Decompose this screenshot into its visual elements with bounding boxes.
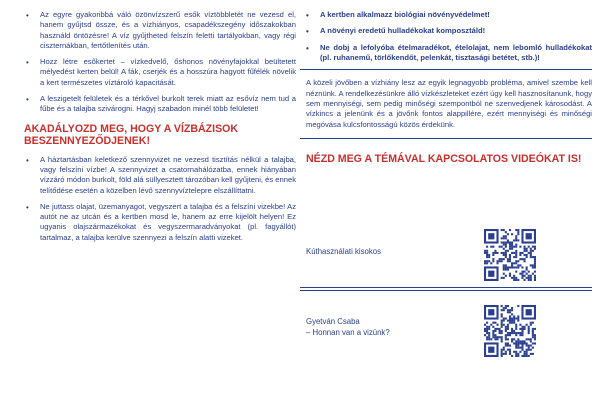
tip-text: Ne juttass olajat, üzemanyagot, vegyszert a talajba és a felszíni vizekbe! Az autót ne az utcán és a kertben mosd le, hanem az erre kijelölt helyen! Ez ugyanis olajszármazékokat és vegyszermaradványokat (pl. fagyállót) tartalmaz, a talajba kerülve szennyezi a felszín alatti vizeket. <box>40 201 296 242</box>
tip-text: A leszigetelt felületek és a térkővel burkolt terek miatt az esővíz nem tud a fűbe és a talajba szivárogni. Hagyj szabadon minél több felületet! <box>40 94 296 114</box>
bullet-icon: • <box>26 202 29 212</box>
tip-item <box>20 155 296 196</box>
intro-paragraph: A közeli jövőben a vízhiány lesz az egyik legnagyobb probléma, amivel szembe kell néznünk. A rendelkezésünkre álló vízkészleteket ezért úgy kell hasznosítanunk, hogy sem mennyiségi, sem pedig minőségi szempontból ne szenvedjenek károsodást. A vízkincs a jelenünk és a jövőnk fontos alappillére, ezért mennyiségi és minőségi megóvása kulcsfontosságú közös érdekünk. <box>306 78 592 129</box>
right-column <box>300 10 592 165</box>
qr-code-icon[interactable] <box>484 229 536 281</box>
video-link-2[interactable] <box>300 290 592 377</box>
video-title <box>306 317 390 338</box>
tip-text: A növényi eredetű hulladékokat komposztáld! <box>320 26 486 36</box>
tip-item <box>20 57 296 88</box>
tip-item <box>20 202 296 243</box>
tip-item <box>20 10 296 51</box>
tip-text: Ne dobj a lefolyóba ételmaradékot, ételolajat, nem lebomló hulladékokat (pl. ruhanemű, törlőkendőt, pelenkát, tisztasági betétet, stb.)! <box>320 42 592 62</box>
divider <box>300 138 592 139</box>
left-column <box>20 10 296 249</box>
tip-text: Az egyre gyakoribbá váló özönvízszerű esők víztöbbletét ne vezesd el, hanem gyűjtsd össze, és a vízhiányos, csapadékszegény időszakokban használd öntözésre! A víz gyűjtheted felszín feletti tartályokban, vagy régi ciszternákban, fertőtlenítés után. <box>40 10 296 50</box>
bullet-icon: • <box>26 155 29 165</box>
bullet-icon: • <box>26 11 29 20</box>
tip-item <box>300 26 592 36</box>
bullet-icon: • <box>306 43 309 53</box>
bullet-icon: • <box>306 27 309 37</box>
video-link-1[interactable] <box>300 225 592 288</box>
bullet-icon: • <box>26 58 29 68</box>
videos-heading: NÉZD MEG A TÉMÁVAL KAPCSOLATOS VIDEÓKAT IS! <box>306 153 582 166</box>
bullet-icon: • <box>306 11 309 20</box>
bullet-icon: • <box>26 95 29 105</box>
video-title-line: Gyetván Csaba <box>306 317 360 326</box>
video-title-line: – Honnan van a vizünk? <box>306 327 390 337</box>
section-heading: AKADÁLYOZD MEG, HOGY A VÍZBÁZISOK BESZENNYEZŐDJENEK! <box>24 122 239 147</box>
tip-item <box>300 10 592 20</box>
tip-item <box>300 43 592 64</box>
tip-text: A kertben alkalmazz biológiai növényvédelmet! <box>320 10 490 19</box>
qr-code-icon[interactable] <box>484 305 536 357</box>
tip-text: A háztartásban keletkező szennyvizet ne vezesd tisztítás nélkül a talajba, vagy felszíni vízbe! A szennyvizet a csatornahálózatba, ennek hiányában vízzáró módon burkolt, föld alá süllyesztett tározóban kell gyűjteni, és ennek telítődése esetén a közelben lévő szennyvíztelepre elszállíttatni. <box>40 154 296 195</box>
divider <box>300 69 592 70</box>
tip-text: Hozz létre esőkertet – vízkedvelő, őshonos növényfajokkal beültetett mélyedést kerten belül! A fák, cserjék és a hosszúra hagyott fűfélék növelik a kert természetes víztároló kapacitását. <box>40 57 296 87</box>
tip-item <box>20 94 296 115</box>
video-title: Kúthasználati kisokos <box>306 247 381 256</box>
